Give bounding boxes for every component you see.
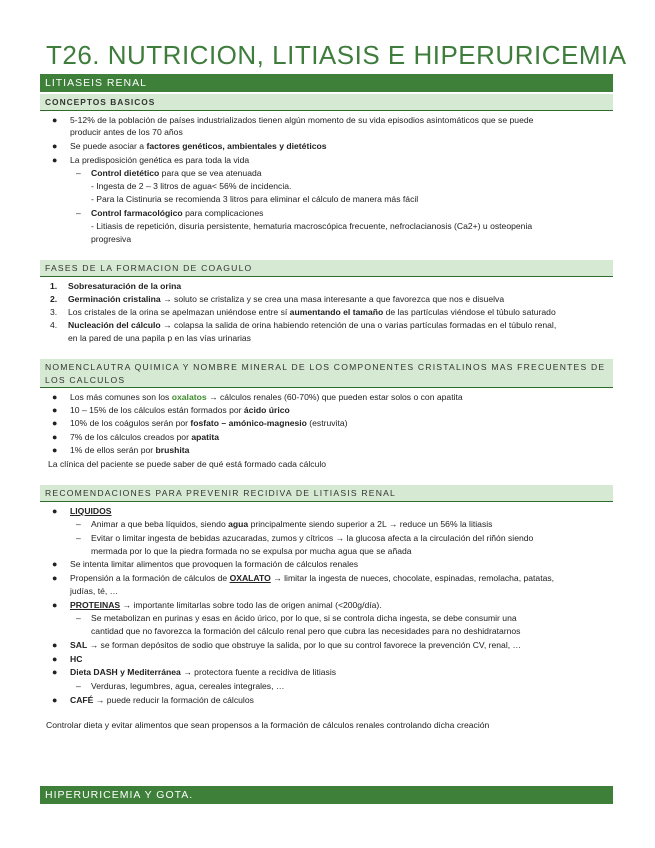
dash-icon: – [76, 681, 81, 691]
subheader-recomendaciones: RECOMENDACIONES PARA PREVENIR RECIDIVA DE LITIASIS RENAL [40, 485, 613, 501]
bullet-icon: ● [52, 115, 58, 125]
bullet-icon: ● [52, 559, 58, 569]
bullet-icon: ● [52, 432, 58, 442]
subheader-fases: FASES DE LA FORMACION DE COAGULO [40, 260, 613, 276]
recomendacion-sal: SAL → se forman depósitos de sodio que obstruye la salida, por lo que su control favorece la prevención CV, renal, … [70, 640, 522, 650]
bullet-icon: ● [52, 506, 58, 516]
nomenclatura-item-3: 10% de los coágulos serán por fosfato – amónico-magnesio (estruvita) [70, 418, 348, 428]
fase-1: Sobresaturación de la orina [68, 281, 182, 291]
dash-icon: – [76, 613, 81, 623]
list-number: 1. [50, 281, 58, 291]
subheader-divider [40, 110, 613, 111]
bullet-icon: ● [52, 600, 58, 610]
bullet-icon: ● [52, 573, 58, 583]
bullet-icon: ● [52, 640, 58, 650]
recomendacion-dieta: Dieta DASH y Mediterránea → protectora fuente a recidiva de litiasis [70, 667, 337, 677]
recomendaciones-conclusion: Controlar dieta y evitar alimentos que sean propensos a la formación de cálculos renales controlando dicha creación [46, 720, 490, 730]
list-number: 3. [50, 307, 58, 317]
control-farmacologico: Control farmacológico para complicaciones [91, 208, 264, 218]
control-farmacologico-line-2: progresiva [91, 234, 132, 244]
proteinas-item-1: Se metabolizan en purinas y esas en ácido úrico, por lo que, si se controla dicha ingesta, se debe consumir una [91, 613, 517, 623]
control-dietetico-line-1: - Ingesta de 2 – 3 litros de agua< 56% de incidencia. [91, 181, 292, 191]
liquidos-item-2: Evitar o limitar ingesta de bebidas azucaradas, zumos y cítricos → la glucosa afecta a la circulación del riñón siendo [91, 533, 534, 543]
subheader-conceptos: CONCEPTOS BASICOS [40, 94, 613, 110]
liquidos-item-2-cont: mermada por lo que la piedra formada no se expulsa por mucha agua que se añada [91, 546, 412, 556]
recomendacion-hc: HC [70, 654, 83, 664]
recomendacion-oxalato-cont: judías, té, … [70, 586, 119, 596]
list-number: 2. [50, 294, 58, 304]
bullet-icon: ● [52, 654, 58, 664]
page-title: T26. NUTRICION, LITIASIS E HIPERURICEMIA [46, 40, 627, 70]
nomenclatura-item-4: 7% de los cálculos creados por apatita [70, 432, 220, 442]
bullet-icon: ● [52, 141, 58, 151]
dieta-item-1: Verduras, legumbres, agua, cereales integrales, … [91, 681, 285, 691]
proteinas-item-1-cont: cantidad que no favorezca la formación del cálculo renal pero que cubra las necesidades para no deshidratarnos [91, 626, 521, 636]
bullet-icon: ● [52, 405, 58, 415]
recomendacion-cafe: CAFÉ → puede reducir la formación de cálculos [70, 695, 254, 705]
subheader-divider [40, 387, 613, 388]
section-band-litiasis: LITIASEIS RENAL [40, 74, 613, 92]
recomendacion-liquidos: LIQUIDOS [70, 506, 112, 516]
bullet-icon: ● [52, 155, 58, 165]
subheader-divider [40, 501, 613, 502]
recomendacion-oxalato: Propensión a la formación de cálculos de OXALATO → limitar la ingesta de nueces, chocolate, espinadas, remolacha, patatas, [70, 573, 555, 583]
nomenclatura-clinica: La clínica del paciente se puede saber de qué está formado cada cálculo [48, 459, 327, 469]
conceptos-item-2: Se puede asociar a factores genéticos, ambientales y dietéticos [70, 141, 327, 151]
subheader-nomenclatura: NOMENCLAUTRA QUIMICA Y NOMBRE MINERAL DE LOS COMPONENTES CRISTALINOS MAS FRECUENTES DE LOS CALCULOS [40, 359, 613, 387]
bullet-icon: ● [52, 695, 58, 705]
control-farmacologico-line-1: - Litiasis de repetición, disuria persistente, hematuria macroscópica frecuente, nefroclacianosis (Ca2+) u osteopenia [91, 221, 533, 231]
dash-icon: – [76, 533, 81, 543]
dash-icon: – [76, 208, 81, 218]
list-number: 4. [50, 320, 58, 330]
nomenclatura-item-1: Los más comunes son los oxalatos → cálculos renales (60-70%) que pueden estar solos o con apatita [70, 392, 463, 402]
conceptos-item-1-cont: producir antes de los 70 años [70, 127, 183, 137]
control-dietetico-line-2: - Para la Cistinuria se recomienda 3 litros para eliminar el cálculo de manera más fácil [91, 194, 419, 204]
nomenclatura-item-5: 1% de ellos serán por brushita [70, 445, 190, 455]
conceptos-item-3: La predisposición genética es para toda la vida [70, 155, 250, 165]
nomenclatura-item-2: 10 – 15% de los cálculos están formados por ácido úrico [70, 405, 290, 415]
fase-4: Nucleación del cálculo → colapsa la salida de orina habiendo retención de una o varias partículas formadas en el túbulo renal, [68, 320, 557, 330]
bullet-icon: ● [52, 667, 58, 677]
recomendacion-limitar: Se intenta limitar alimentos que provoquen la formación de cálculos renales [70, 559, 359, 569]
liquidos-item-1: Animar a que beba líquidos, siendo agua principalmente siendo superior a 2L → reduce un 56% la litiasis [91, 519, 493, 529]
dash-icon: – [76, 168, 81, 178]
bullet-icon: ● [52, 445, 58, 455]
fase-2: Germinación cristalina → soluto se cristaliza y se crea una masa interesante a que favorezca que nos e disuelva [68, 294, 505, 304]
section-band-hiperuricemia: HIPERURICEMIA Y GOTA. [40, 786, 613, 804]
recomendacion-proteinas: PROTEINAS → importante limitarlas sobre todo las de origen animal (<200g/día). [70, 600, 382, 610]
fase-3: Los cristales de la orina se apelmazan uniéndose entre sí aumentando el tamaño de las partículas viéndose el túbulo saturado [68, 307, 556, 317]
bullet-icon: ● [52, 392, 58, 402]
dash-icon: – [76, 519, 81, 529]
subheader-divider [40, 276, 613, 277]
conceptos-item-1: 5-12% de la población de países industrializados tienen algún momento de su vida episodios asintomáticos que se puede [70, 115, 534, 125]
bullet-icon: ● [52, 418, 58, 428]
fase-4-cont: en la pared de una papila p en las vías urinarias [68, 333, 251, 343]
control-dietetico: Control dietético para que se vea atenuada [91, 168, 262, 178]
